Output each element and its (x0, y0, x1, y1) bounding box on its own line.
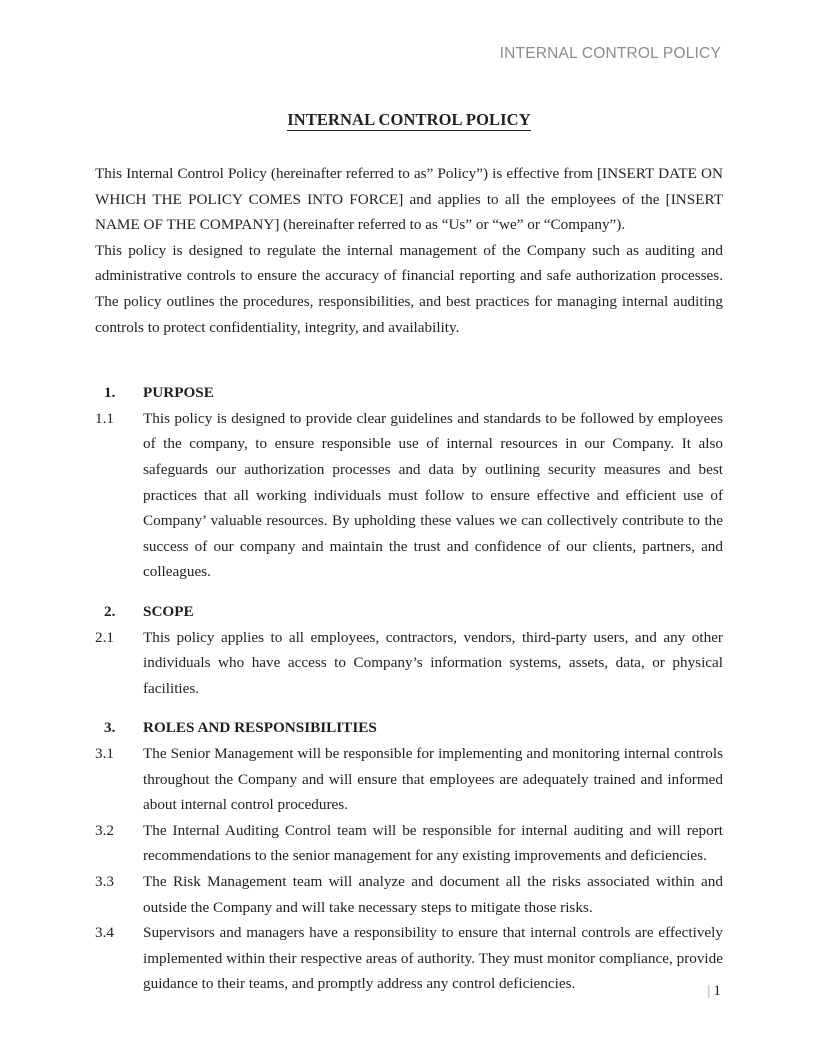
clause-text: The Internal Auditing Control team will be responsible for internal auditing and will report recommendations to the senior management for any existing improvements and deficiencies. (143, 821, 723, 865)
footer-separator: | (707, 982, 711, 999)
clause-3-2 (95, 818, 723, 869)
clause-number: 3.4 (95, 924, 114, 942)
clause-number: 3.1 (95, 744, 114, 762)
clause-number: 3.3 (95, 872, 114, 890)
intro-paragraph-1: This Internal Control Policy (hereinafter referred to as” Policy”) is effective from [INSERT DATE ON WHICH THE POLICY COMES INTO FORCE] and applies to all the employees of the [INSERT NAME OF THE COMPANY] (hereinafter referred to as “Us” or “we” or “Company”). (95, 165, 723, 234)
clause-text: This policy applies to all employees, contractors, vendors, third-party users, and any other individuals who have access to Company’s information systems, assets, data, or physical facilities. (143, 628, 723, 697)
page-number: 1 (713, 982, 721, 999)
clause-number: 2.1 (95, 628, 114, 646)
clause-number: 3.2 (95, 821, 114, 839)
section-number: 2. (104, 603, 116, 620)
clause-number: 1.1 (95, 409, 114, 427)
clause-text: The Senior Management will be responsible for implementing and monitoring internal controls throughout the Company and will ensure that employees are adequately trained and informed about internal control procedures. (143, 744, 723, 814)
intro-spacer (95, 340, 723, 366)
clause-2-1 (95, 625, 723, 702)
section-heading-purpose (95, 380, 723, 406)
section-heading-roles-and-responsibilities (95, 715, 723, 741)
clause-3-3 (95, 869, 723, 920)
clause-3-1 (95, 741, 723, 818)
page-footer (95, 982, 721, 1000)
section-label: SCOPE (143, 603, 194, 620)
section-number: 1. (104, 384, 116, 402)
running-header: INTERNAL CONTROL POLICY (499, 45, 721, 62)
intro-paragraph-2: This policy is designed to regulate the internal management of the Company such as auditing and administrative controls to ensure the accuracy of financial reporting and safe authorization processes. The policy outlines the procedures, responsibilities, and best practices for managing internal auditing controls to protect confidentiality, integrity, and availability. (95, 241, 723, 336)
clause-1-1 (95, 406, 723, 585)
document-body (95, 108, 723, 997)
section-label: PURPOSE (143, 384, 214, 402)
clause-text: Supervisors and managers have a responsibility to ensure that internal controls are effectively implemented within their respective areas of authority. They must monitor compliance, provide guidance to their teams, and promptly address any control deficiencies. (143, 924, 723, 993)
page-title-text: INTERNAL CONTROL POLICY (287, 110, 531, 129)
clause-text: This policy is designed to provide clear guidelines and standards to be followed by employees of the company, to ensure responsible use of internal resources in our Company. It also safeguards our authorization processes and data by outlining security measures and best practices that all working individuals must follow to ensure effective and efficient use of Company’ valuable resources. By upholding these values we can collectively contribute to the success of our company and maintain the trust and confidence of our clients, partners, and colleagues. (143, 409, 723, 581)
section-label: ROLES AND RESPONSIBILITIES (143, 719, 377, 737)
section-number: 3. (104, 719, 116, 737)
section-heading-scope (95, 599, 723, 625)
page-title (95, 108, 723, 131)
clause-text: The Risk Management team will analyze and document all the risks associated within and outside the Company and will take necessary steps to mitigate those risks. (143, 872, 723, 916)
